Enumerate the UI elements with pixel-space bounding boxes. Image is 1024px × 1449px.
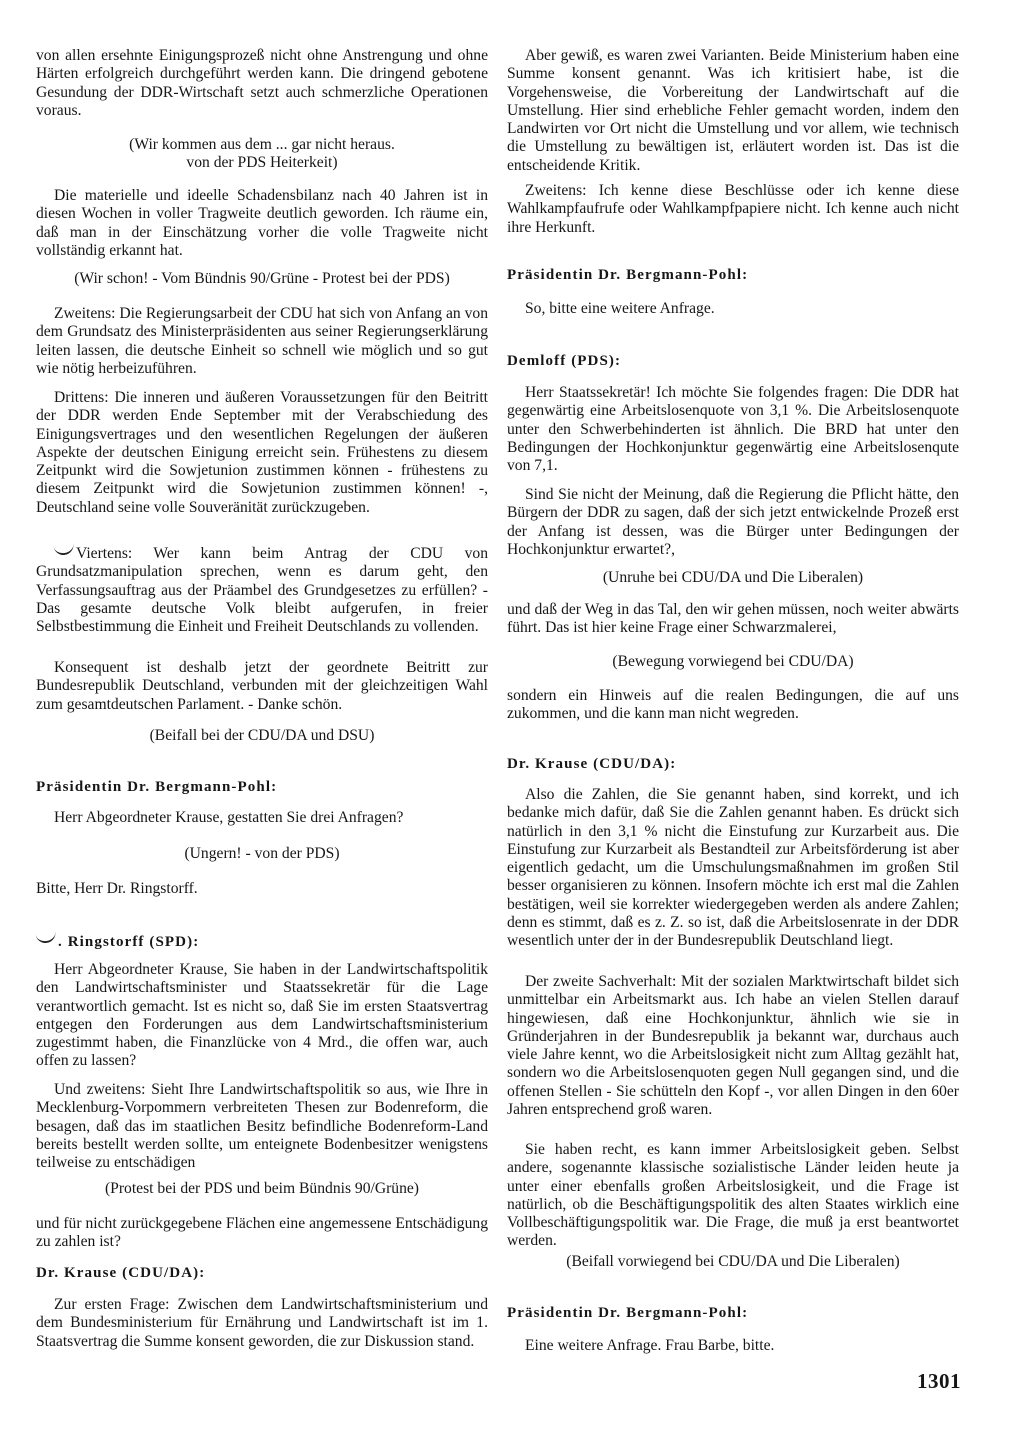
- speaker-heading: Demloff (PDS):: [507, 353, 622, 369]
- interjection: (Wir schon! - Vom Bündnis 90/Grüne - Protest bei der PDS): [74, 270, 450, 287]
- paragraph: Herr Staatssekretär! Ich möchte Sie folgendes fragen: Die DDR hat gegenwärtig eine Arbeitslosenquote von 3,1 %. Die Arbeitslosenquote unter den Schwerbehinderten ist ähnlich. Die BRD hat unter den Bedingungen der Hochkonjunktur gegenwärtig eine Arbeitslosenqute von 7,1.: [507, 384, 959, 475]
- paragraph: sondern ein Hinweis auf die realen Bedingungen, die auf uns zukommen, und die kann man nicht wegreden.: [507, 687, 959, 723]
- paragraph: Zweitens: Ich kenne diese Beschlüsse oder ich kenne diese Wahlkampfaufrufe oder Wahlkampfpapiere nicht. Ich kenne auch nicht ihre Herkunft.: [507, 182, 959, 236]
- paragraph: Also die Zahlen, die Sie genannt haben, sind korrekt, und ich bedanke mich dafür, daß Sie die Zahlen genannt haben. Es drückt sich natürlich in den 3,1 % nicht die Einstufung zur Kurzarbeit aus. Die Einstufung zur Kurzarbeit als Bestandteil zur Arbeitsförderung ist aber eigentlich gedacht, um die Umschulungsmaßnahmen im großen Stil besser organisieren zu können. Insofern möchte ich erst mal die Zahlen bestätigen, weil sie korrekter wiedergegeben werden als andere Zahlen; denn es stimmt, daß es z. Z. so ist, daß die Arbeitslosenrate in der DDR wesentlich unter der in der Bundesrepublik Deutschland liegt.: [507, 786, 959, 950]
- interjection: (Bewegung vorwiegend bei CDU/DA): [612, 653, 854, 670]
- speaker-heading: Präsidentin Dr. Bergmann-Pohl:: [507, 1305, 749, 1321]
- paragraph: So, bitte eine weitere Anfrage.: [525, 300, 715, 317]
- interjection: (Beifall bei der CDU/DA und DSU): [149, 727, 375, 744]
- interjection: (Protest bei der PDS und beim Bündnis 90/Grüne): [104, 1180, 419, 1197]
- speaker-heading: Dr. Krause (CDU/DA):: [36, 1265, 206, 1281]
- page-number: 1301: [917, 1369, 961, 1393]
- paragraph: von allen ersehnte Einigungsprozeß nicht ohne Anstrengung und ohne Härten erfolgreich durchgeführt werden kann. Die dringend gebotene Gesundung der DDR-Wirtschaft setzt auch schmerzliche Operationen voraus.: [36, 47, 488, 119]
- interjection: (Wir kommen aus dem ... gar nicht heraus.: [129, 136, 395, 153]
- handwritten-mark: [53, 542, 74, 557]
- paragraph: und daß der Weg in das Tal, den wir gehen müssen, noch weiter abwärts führt. Das ist hier keine Frage einer Schwarzmalerei,: [507, 601, 959, 637]
- interjection: (Beifall vorwiegend bei CDU/DA und Die Liberalen): [566, 1253, 900, 1270]
- paragraph: Viertens: Wer kann beim Antrag der CDU von Grundsatzmanipulation sprechen, wenn es darum geht, den Verfassungsauftrag aus der Präambel des Grundgesetzes zu erfüllen? - Das gesamte deutsche Volk bleibt aufgerufen, in freier Selbstbestimmung die Einheit und Freiheit Deutschlands zu vollenden.: [36, 543, 488, 636]
- paragraph: Sind Sie nicht der Meinung, daß die Regierung die Pflicht hätte, den Bürgern der DDR zu sagen, daß der sich jetzt entwickelnde Prozeß erst der Anfang ist dessen, was die Bürger unter Bedingungen der Hochkonjunktur erwartet?,: [507, 486, 959, 558]
- paragraph: Bitte, Herr Dr. Ringstorff.: [36, 880, 198, 897]
- paragraph: Und zweitens: Sieht Ihre Landwirtschaftspolitik so aus, wie Ihre in Mecklenburg-Vorpommern verbreiteten Thesen zur Bodenreform, die besagen, daß das im staatlichen Besitz befindliche Bodenreform-Land bereits bestellt werden sollte, um enteignete Bodenbesitzer wenigstens teilweise zu entschädigen: [36, 1081, 488, 1172]
- paragraph: Der zweite Sachverhalt: Mit der sozialen Marktwirtschaft bildet sich unmittelbar ein Arbeitsmarkt aus. Ich habe an vielen Stellen darauf hingewiesen, daß eine Hochkonjunktur, ähnlich wie sie in Gründerjahren in der Bundesrepublik ja bekannt war, durchaus auch viele Jahre kennt, wo die Arbeitslosigkeit nicht zum Alltag gezählt hat, sondern wo die Arbeitslosenquoten gegen Null gegangen sind, und die offenen Stellen - Sie schütteln den Kopf -, vor allen Dingen in den 60er Jahren entsprechend groß waren.: [507, 973, 959, 1119]
- paragraph: Zweitens: Die Regierungsarbeit der CDU hat sich von Anfang an von dem Grundsatz des Ministerpräsidenten aus seiner Regierungserklärung leiten lassen, die deutsche Einheit so schnell wie möglich und so gut wie nötig herbeizuführen.: [36, 305, 488, 377]
- speaker-heading: Dr. Krause (CDU/DA):: [507, 756, 677, 772]
- paragraph: Sie haben recht, es kann immer Arbeitslosigkeit geben. Selbst andere, sogenannte klassische sozialistische Länder leiden heute ja unter einer ebenfalls großen Arbeitslosigkeit, und die Frage ist natürlich, ob die Beschäftigungspolitik des alten Staates wirklich eine Vollbeschäftigungspolitik war. Die Frage, die muß ja erst beantwortet werden.: [507, 1141, 959, 1250]
- paragraph: Eine weitere Anfrage. Frau Barbe, bitte.: [525, 1337, 775, 1354]
- paragraph: Zur ersten Frage: Zwischen dem Landwirtschaftsministerium und dem Bundesministerium für Ernährung und Landwirtschaft ist im 1. Staatsvertrag die Summe konsent geworden, die zur Diskussion stand.: [36, 1296, 488, 1350]
- paragraph: Herr Abgeordneter Krause, gestatten Sie drei Anfragen?: [54, 809, 404, 826]
- speaker-heading: Präsidentin Dr. Bergmann-Pohl:: [507, 267, 749, 283]
- paragraph: Aber gewiß, es waren zwei Varianten. Beide Ministerium haben eine Summe konsent genannt. Was ich kritisiert habe, ist die Vorgehensweise, die Vorbereitung der Landwirtschaft auf die Umstellung. Hier sind erhebliche Fehler gemacht worden, indem den Landwirten vor Ort nicht die Umstellung und vor allem, wie technisch die Umstellung zu bewältigen ist, erläutert worden ist. Das ist die entscheidende Kritik.: [507, 47, 959, 174]
- interjection: von der PDS Heiterkeit): [186, 154, 338, 171]
- handwritten-mark: [35, 930, 56, 945]
- paragraph: Konsequent ist deshalb jetzt der geordnete Beitritt zur Bundesrepublik Deutschland, verbunden mit der gleichzeitigen Wahl zum gesamtdeutschen Parlament. - Danke schön.: [36, 659, 488, 713]
- speaker-heading: . Ringstorff (SPD):: [36, 931, 488, 951]
- interjection: (Unruhe bei CDU/DA und Die Liberalen): [602, 569, 864, 586]
- paragraph: Die materielle und ideelle Schadensbilanz nach 40 Jahren ist in diesen Wochen in voller Tragweite deutlich geworden. Ich räume ein, daß man in der Einschätzung vorher die volle Tragweite nicht vollständig erkannt hat.: [36, 187, 488, 259]
- speaker-heading: Präsidentin Dr. Bergmann-Pohl:: [36, 779, 278, 795]
- paragraph: Herr Abgeordneter Krause, Sie haben in der Landwirtschaftspolitik den Landwirtschaftsminister und Staatssekretär für die Lage verantwortlich gemacht. Ist es nicht so, daß Sie im ersten Staatsvertrag entgegen den Forderungen aus dem Landwirtschaftsministerium zugestimmt haben, die Finanzlücke von 4 Mrd., die offen war, auch offen zu lassen?: [36, 961, 488, 1070]
- paragraph: und für nicht zurückgegebene Flächen eine angemessene Entschädigung zu zahlen ist?: [36, 1215, 488, 1251]
- interjection: (Ungern! - von der PDS): [184, 845, 340, 862]
- paragraph: Drittens: Die inneren und äußeren Voraussetzungen für den Beitritt der DDR werden Ende September mit der Verabschiedung des Einigungsvertrages und den wesentlichen Regelungen der äußeren Aspekte der deutschen Einigung erreicht sein. Frühestens zu diesem Zeitpunkt wird die Sowjetunion zustimmen können - frühestens zu diesem Zeitpunkt wird die Sowjetunion zustimmen können! -, Deutschland seine volle Souveränität zurückzugeben.: [36, 389, 488, 516]
